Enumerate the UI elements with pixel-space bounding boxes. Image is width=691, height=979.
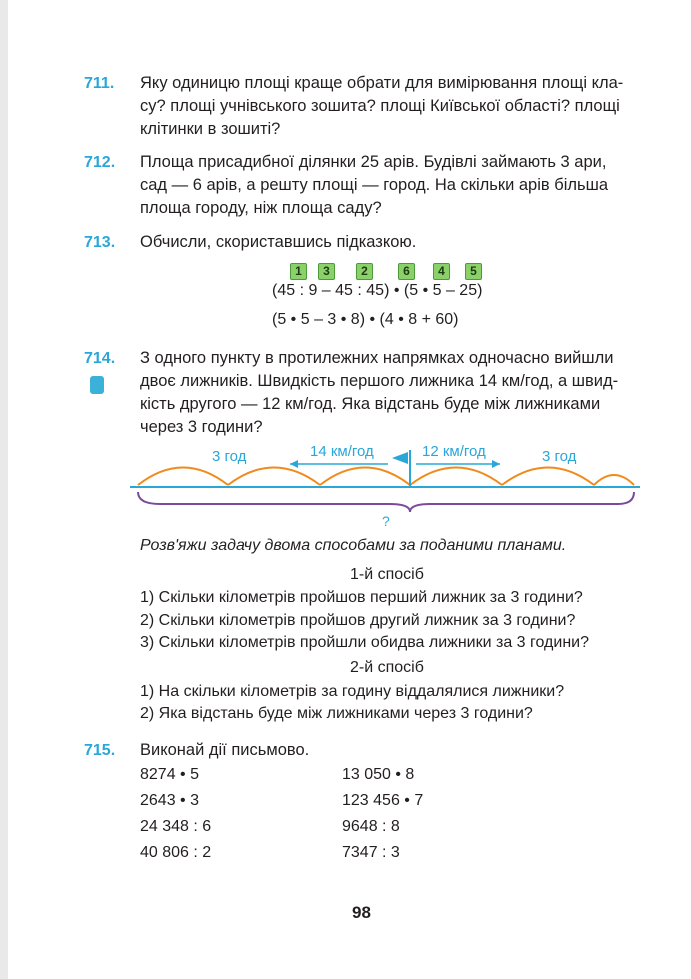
hint-badge: 5	[465, 263, 482, 280]
motion-diagram	[120, 430, 650, 530]
task-number: 714.	[84, 350, 116, 367]
exercise-left-3: 24 348 : 6	[140, 818, 212, 835]
arc-right-1	[410, 468, 502, 486]
way1-step-1: 1) Скільки кілометрів пройшов перший лижник за 3 години?	[140, 589, 583, 606]
arc-right-3	[594, 475, 634, 485]
flag-icon	[392, 452, 408, 464]
expression-1: (45 : 9 – 45 : 45) • (5 • 5 – 25)	[272, 282, 483, 299]
left-speed-label: 14 км/год	[310, 443, 374, 460]
expression-2: (5 • 5 – 3 • 8) • (4 • 8 + 60)	[272, 311, 459, 328]
way2-step-2: 2) Яка відстань буде між лижниками через 3 години?	[140, 705, 533, 722]
page-number: 98	[352, 903, 371, 922]
left-arrowhead-icon	[290, 460, 298, 468]
exercise-left-2: 2643 • 3	[140, 792, 199, 809]
arc-left-1	[138, 468, 228, 486]
exercise-right-3: 9648 : 8	[342, 818, 400, 835]
total-distance-brace	[138, 492, 634, 512]
task-line: Виконай дії письмово.	[140, 741, 310, 759]
question-label: ?	[382, 513, 390, 529]
hint-badge: 1	[290, 263, 307, 280]
task-line: клітинки в зошиті?	[140, 120, 281, 138]
right-speed-label: 12 км/год	[422, 443, 486, 460]
arc-right-2	[502, 468, 594, 486]
task-number: 715.	[84, 742, 116, 759]
way2-step-1: 1) На скільки кілометрів за годину віддалялися лижники?	[140, 683, 565, 700]
way1-title: 1-й спосіб	[350, 566, 424, 583]
group-work-icon	[90, 376, 104, 394]
task-line: через 3 години?	[140, 418, 263, 436]
hint-badge: 3	[318, 263, 335, 280]
exercise-right-1: 13 050 • 8	[342, 766, 415, 783]
way1-step-2: 2) Скільки кілометрів пройшов другий лижник за 3 години?	[140, 612, 576, 629]
way2-title: 2-й спосіб	[350, 659, 424, 676]
exercise-left-4: 40 806 : 2	[140, 844, 212, 861]
task-line: кість другого — 12 км/год. Яка відстань буде між лижниками	[140, 395, 601, 413]
hint-badge: 2	[356, 263, 373, 280]
task-number: 712.	[84, 154, 116, 171]
hint-badge: 6	[398, 263, 415, 280]
right-time-label: 3 год	[542, 448, 577, 465]
right-arrowhead-icon	[492, 460, 500, 468]
hint-badge: 4	[433, 263, 450, 280]
task-line: двоє лижників. Швидкість першого лижника 14 км/год, а швид-	[140, 372, 619, 390]
arc-left-2	[228, 468, 320, 486]
instruction-text: Розв'яжи задачу двома способами за поданими планами.	[140, 537, 567, 554]
task-line: Площа присадибної ділянки 25 арів. Будівлі займають 3 ари,	[140, 153, 607, 171]
left-time-label: 3 год	[212, 448, 247, 465]
page-edge	[0, 0, 8, 979]
task-line: З одного пункту в протилежних напрямках одночасно вийшли	[140, 349, 614, 367]
exercise-right-2: 123 456 • 7	[342, 792, 424, 809]
task-line: площа городу, ніж площа саду?	[140, 199, 382, 217]
task-line: сад — 6 арів, а решту площі — город. На скільки арів більша	[140, 176, 608, 194]
arc-left-3	[320, 468, 410, 486]
task-line: Яку одиницю площі краще обрати для вимірювання площі кла-	[140, 74, 624, 92]
task-number: 713.	[84, 234, 116, 251]
task-line: су? площі учнівського зошита? площі Київської області? площі	[140, 97, 620, 115]
way1-step-3: 3) Скільки кілометрів пройшли обидва лижники за 3 години?	[140, 634, 589, 651]
task-number: 711.	[84, 75, 115, 92]
exercise-left-1: 8274 • 5	[140, 766, 199, 783]
task-line: Обчисли, скориставшись підказкою.	[140, 233, 417, 251]
exercise-right-4: 7347 : 3	[342, 844, 400, 861]
arc-group-left	[138, 468, 634, 486]
